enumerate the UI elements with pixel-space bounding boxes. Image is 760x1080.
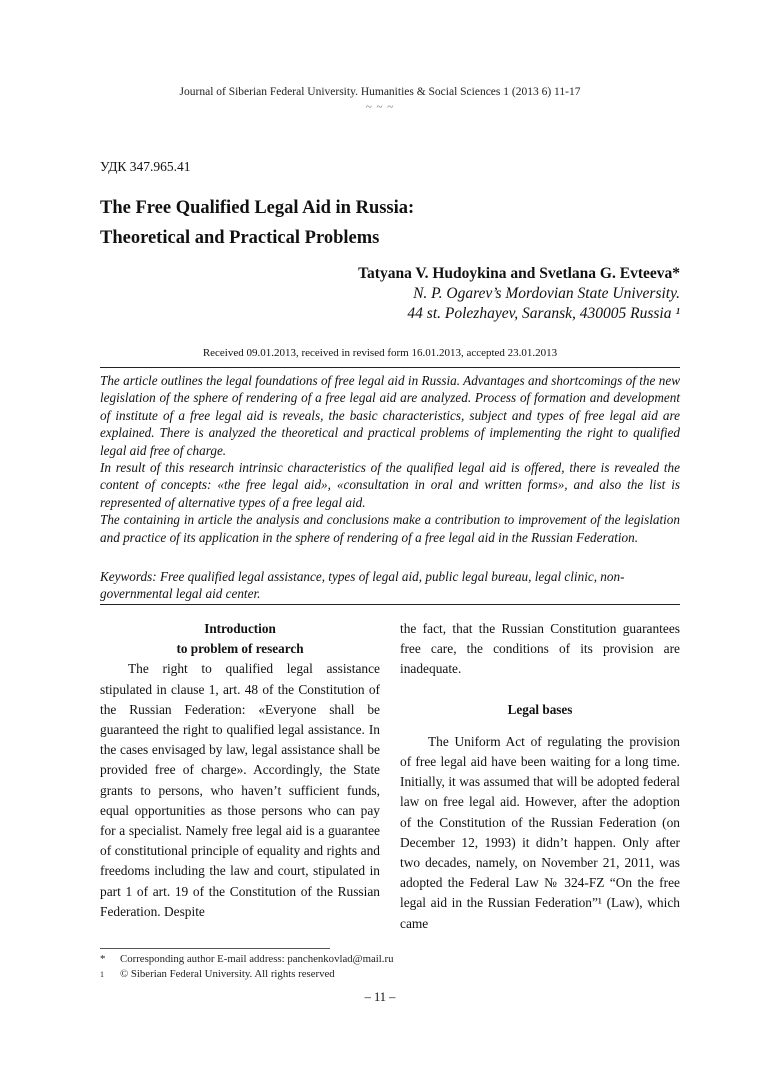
affiliation-line-1: N. P. Ogarev’s Mordovian State University. <box>413 285 680 302</box>
section-heading-introduction <box>100 619 380 659</box>
legal-bases-paragraph: The Uniform Act of regulating the provision of free legal aid have been waiting for a long time. Initially, it was assumed that will be adopted federal law on free legal aid. However, after the adoption of the Constitution of the Russian Federation (on December 12, 1993) it didn’t happen. Only after two decades, namely, on November 21, 2011, was adopted the Federal Law № 324-FZ “On the free legal aid in the Russian Federation”¹ (Law), which came <box>400 733 680 931</box>
abstract-top-rule <box>100 367 680 368</box>
intro-paragraph: The right to qualified legal assistance stipulated in clause 1, art. 48 of the Constitution of the Russian Federation: «Everyone shall be guaranteed the right to qualified legal assistance. In the cases envisaged by law, legal assistance shall be provided free of charge». Accordingly, the State grants to persons, who haven’t sufficient funds, equal opportunities as those persons who can pay for a specialist. Namely free legal aid is a guarantee of constitutional principle of equality and rights and freedoms including the law and court, stipulated in part 1 of art. 19 of the Constitution of the Russian Federation. Despite <box>100 661 380 919</box>
section-heading-legal-bases: Legal bases <box>507 701 573 717</box>
keywords: Keywords: Free qualified legal assistance, types of legal aid, public legal bureau, legal clinic, non-governmental legal aid center. <box>100 569 625 602</box>
intro-paragraph-continued: the fact, that the Russian Constitution guarantees free care, the conditions of its provision are inadequate. <box>400 621 680 677</box>
author-block <box>358 264 680 324</box>
abstract <box>100 372 680 546</box>
title-line-2: Theoretical and Practical Problems <box>100 228 380 248</box>
heading-line-1: Introduction <box>204 621 276 636</box>
footnote-2-text: © Siberian Federal University. All rights reserved <box>120 968 335 980</box>
footnote-1 <box>100 952 394 967</box>
author-names: Tatyana V. Hudoykina and Svetlana G. Evteeva* <box>358 265 680 282</box>
abstract-bottom-rule <box>100 604 680 605</box>
abstract-paragraph-3: The containing in article the analysis and conclusions make a contribution to improvement of the legislation and practice of its application in the sphere of rendering of a free legal aid in the Russian Federation. <box>100 512 680 545</box>
body-column-right <box>400 619 680 934</box>
title-line-1: The Free Qualified Legal Aid in Russia: <box>100 198 415 218</box>
paper-title <box>100 193 660 253</box>
footnotes <box>100 952 394 982</box>
footnote-1-text: Corresponding author E-mail address: panchenkovlad@mail.ru <box>120 953 394 965</box>
body-column-left <box>100 619 380 922</box>
page-number: – 11 – <box>364 990 396 1004</box>
abstract-paragraph-1: The article outlines the legal foundations of free legal aid in Russia. Advantages and shortcomings of the new legislation of the sphere of rendering of a free legal aid are analyzed. Process of formation and development of institute of a free legal aid is reveals, the basic characteristics, subject and types of free legal aid are explained. There is analyzed the theoretical and practical problems of implementing the right to qualified legal aid free of charge. <box>100 373 680 458</box>
footnote-1-mark: * <box>100 953 106 965</box>
udk-code: УДК 347.965.41 <box>100 159 191 174</box>
abstract-paragraph-2: In result of this research intrinsic characteristics of the qualified legal aid is offered, there is revealed the content of concepts: «the free legal aid», «consultation in oral and written forms», and also the list is represented of alternative types of a free legal aid. <box>100 460 680 510</box>
journal-header: Journal of Siberian Federal University. Humanities & Social Sciences 1 (2013 6) 11-17 <box>179 86 581 98</box>
received-dates: Received 09.01.2013, received in revised form 16.01.2013, accepted 23.01.2013 <box>202 347 558 359</box>
header-ornament: ~ ~ ~ <box>365 101 395 113</box>
footnote-2 <box>100 967 394 982</box>
affiliation-line-2: 44 st. Polezhayev, Saransk, 430005 Russia ¹ <box>407 305 680 322</box>
heading-line-2: to problem of research <box>176 641 304 657</box>
footnote-2-mark: 1 <box>100 970 104 979</box>
footnote-rule <box>100 948 330 949</box>
